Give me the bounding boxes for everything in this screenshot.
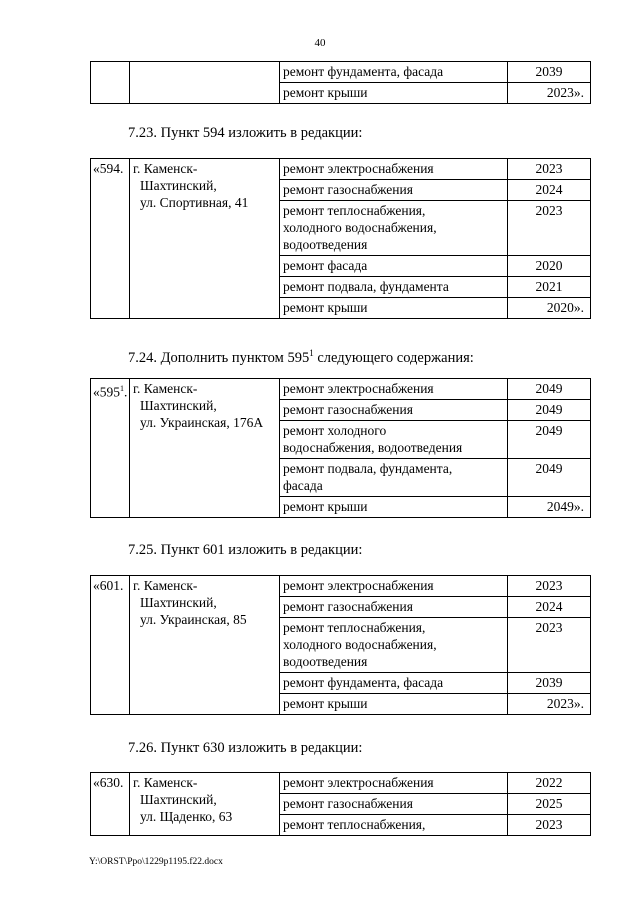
year-cell: 2039 (508, 62, 591, 83)
year-cell: 2021 (508, 277, 591, 298)
year-cell: 2023 (508, 201, 591, 256)
work-cell: ремонт фундамента, фасада (280, 673, 508, 694)
continuation-table (90, 61, 591, 104)
year-cell: 2049 (508, 421, 591, 459)
page-number: 40 (314, 37, 326, 49)
work-cell: ремонт подвала, фундамента, фасада (280, 459, 508, 497)
address-line: ул. Украинская, 85 (140, 612, 247, 627)
work-cell: ремонт газоснабжения (280, 180, 508, 201)
work-cell: ремонт подвала, фундамента (280, 277, 508, 298)
number-cell: «630. (91, 773, 130, 836)
year-cell: 2022 (508, 773, 591, 794)
address-line: г. Каменск- (133, 161, 198, 176)
address-line: ул. Украинская, 176А (140, 415, 264, 430)
work-cell: ремонт крыши (280, 298, 508, 319)
work-cell: ремонт электроснабжения (280, 576, 508, 597)
section-heading: 7.25. Пункт 601 изложить в редакции: (128, 542, 363, 558)
table-row (91, 62, 591, 83)
address-line: ул. Спортивная, 41 (140, 195, 249, 210)
work-cell: ремонт крыши (280, 83, 508, 104)
address-cell (130, 773, 280, 836)
work-cell: ремонт фундамента, фасада (280, 62, 508, 83)
table-row (91, 159, 591, 180)
year-cell: 2049». (508, 497, 591, 518)
work-cell: ремонт электроснабжения (280, 159, 508, 180)
year-cell: 2020 (508, 256, 591, 277)
table-row (91, 576, 591, 597)
year-cell: 2039 (508, 673, 591, 694)
work-cell: ремонт фасада (280, 256, 508, 277)
work-cell: ремонт электроснабжения (280, 379, 508, 400)
year-cell: 2049 (508, 379, 591, 400)
year-cell: 2049 (508, 400, 591, 421)
address-line: ул. Щаденко, 63 (140, 809, 233, 824)
section-heading: 7.23. Пункт 594 изложить в редакции: (128, 125, 363, 141)
address-line: Шахтинский, (140, 792, 217, 807)
year-cell: 2024 (508, 180, 591, 201)
address-cell (130, 62, 280, 104)
address-line: Шахтинский, (140, 595, 217, 610)
section-heading: 7.24. Дополнить пунктом $595^1$ следующего содержания: (128, 348, 474, 366)
work-cell: ремонт газоснабжения (280, 400, 508, 421)
section-heading: 7.26. Пункт 630 изложить в редакции: (128, 740, 363, 756)
year-cell: 2023». (508, 83, 591, 104)
number-cell: «601. (91, 576, 130, 715)
section-table-594 (90, 158, 591, 319)
section-table-630 (90, 772, 591, 836)
address-cell (130, 379, 280, 518)
table-row (91, 773, 591, 794)
number-cell (91, 62, 130, 104)
table-row (91, 379, 591, 400)
year-cell: 2025 (508, 794, 591, 815)
section-table-595-1 (90, 378, 591, 518)
year-cell: 2023 (508, 815, 591, 836)
address-cell (130, 576, 280, 715)
year-cell: 2023». (508, 694, 591, 715)
address-line: г. Каменск- (133, 775, 198, 790)
work-cell: ремонт крыши (280, 694, 508, 715)
section-table-601 (90, 575, 591, 715)
work-cell: ремонт холодного водоснабжения, водоотведения (280, 421, 508, 459)
work-cell: ремонт электроснабжения (280, 773, 508, 794)
year-cell: 2020». (508, 298, 591, 319)
year-cell: 2023 (508, 159, 591, 180)
address-line: Шахтинский, (140, 398, 217, 413)
file-path-footer: Y:\ORST\Ppo\1229p1195.f22.docx (89, 857, 223, 867)
number-cell: «594. (91, 159, 130, 319)
address-line: г. Каменск- (133, 381, 198, 396)
work-cell: ремонт теплоснабжения, холодного водоснабжения, водоотведения (280, 618, 508, 673)
work-cell: ремонт теплоснабжения, холодного водоснабжения, водоотведения (280, 201, 508, 256)
year-cell: 2049 (508, 459, 591, 497)
work-cell: ремонт теплоснабжения, (280, 815, 508, 836)
year-cell: 2023 (508, 576, 591, 597)
year-cell: 2023 (508, 618, 591, 673)
work-cell: ремонт газоснабжения (280, 794, 508, 815)
work-cell: ремонт газоснабжения (280, 597, 508, 618)
work-cell: ремонт крыши (280, 497, 508, 518)
address-cell (130, 159, 280, 319)
year-cell: 2024 (508, 597, 591, 618)
address-line: г. Каменск- (133, 578, 198, 593)
address-line: Шахтинский, (140, 178, 217, 193)
number-cell: «$595^1$. (91, 379, 130, 518)
